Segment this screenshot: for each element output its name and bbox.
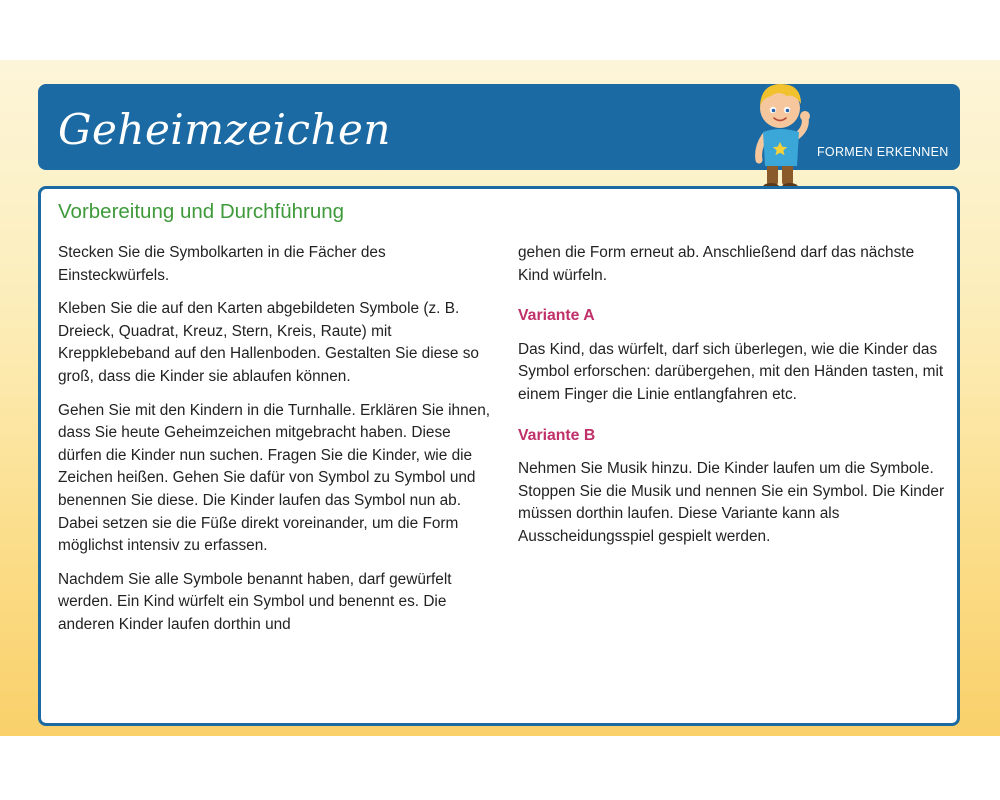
- paragraph: Stecken Sie die Symbolkarten in die Fächer des Einsteckwürfels.: [58, 244, 386, 284]
- variant-b-heading: Variante B: [518, 426, 596, 444]
- variant-a-heading: Variante A: [518, 307, 595, 325]
- boy-mascot-icon: [745, 70, 815, 192]
- left-column: [58, 242, 498, 648]
- page-title: Geheimzeichen: [58, 105, 391, 154]
- category-label: FORMEN ERKENNEN: [817, 145, 949, 159]
- paragraph: Kleben Sie die auf den Karten abgebildeten Symbole (z. B. Dreieck, Quadrat, Kreuz, Stern, Kreis, Raute) mit Kreppklebeband auf den Hallenboden. Gestalten Sie diese so groß, dass die Kinder sie ablaufen können.: [58, 300, 479, 385]
- paragraph: Nachdem Sie alle Symbole benannt haben, darf gewürfelt werden. Ein Kind würfelt ein Symbol und benennt es. Die anderen Kinder laufen dorthin und: [58, 570, 452, 633]
- variant-b-text: Nehmen Sie Musik hinzu. Die Kinder laufen um die Symbole. Stoppen Sie die Musik und nennen Sie ein Symbol. Die Kinder müssen dorthin laufen. Diese Variante kann als Ausscheidungsspiel gespielt werden.: [518, 460, 945, 545]
- variant-a-text: Das Kind, das würfelt, darf sich überlegen, wie die Kinder das Symbol erforschen: darübergehen, mit den Händen tasten, mit einem Finger die Linie entlangfahren etc.: [518, 340, 944, 403]
- section-heading: Vorbereitung und Durchführung: [58, 200, 345, 223]
- paragraph: Gehen Sie mit den Kindern in die Turnhalle. Erklären Sie ihnen, dass Sie heute Geheimzeichen mitgebracht haben. Diese dürfen die Kinder nun suchen. Fragen Sie die Kinder, wie die Zeichen heißen. Gehen Sie dafür von Symbol zu Symbol und benennen Sie diese. Die Kinder laufen das Symbol nun ab. Dabei setzen sie die Füße direkt voreinander, um die Form möglichst intensiv zu erfassen.: [58, 401, 491, 555]
- right-column: [518, 242, 948, 560]
- paragraph-continuation: gehen die Form erneut ab. Anschließend darf das nächste Kind würfeln.: [518, 244, 915, 284]
